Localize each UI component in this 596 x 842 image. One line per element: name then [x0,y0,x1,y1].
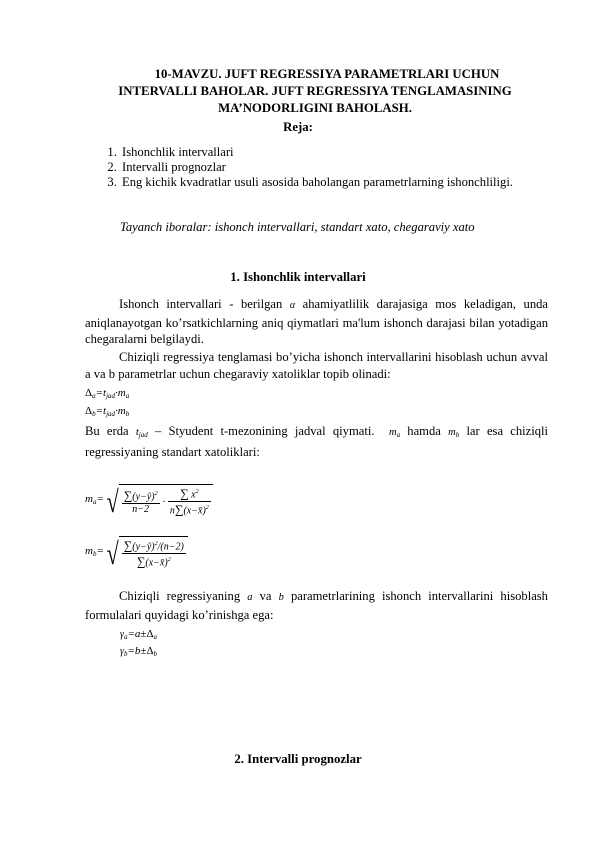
a-symbol: a [247,592,253,603]
plan-heading: Reja: [283,120,313,134]
section1-heading: 1. Ishonchlik intervallari [230,270,366,284]
paragraph-interval-formulas: Chiziqli regressiyaning a va b parametrlarining ishonch intervallarini hisoblash formulalari quyidagi ko’rinishga ega: [85,589,548,622]
paragraph-intro-errors: Chiziqli regressiya tenglamasi bo’yicha ishonch intervallarini hisoblash uchun avval a va b parametrlar uchun chegaraviy xatoliklar topib olinadi: [85,350,548,381]
plan-item: 2. Intervalli prognozlar [120,160,540,175]
sqrt-mb: √ $\frac{\sum(y-ŷ)^2/(n-2)}{\sum(x-x̄)^2}$ [107,536,188,570]
formula-gamma-a: $\gamma_a=a\pm\Delta_a$ [120,628,158,641]
formula-delta-b: $\Delta_b=t_{jad}\cdot m_b$ [85,405,130,418]
plan-list [102,145,540,191]
formula-ma: $m_a=$ √ $\frac{\sum(y-ŷ)^2}{n-2}$ · $\frac{\sum x^2}{n\sum(x-x̄)^2}$ [85,484,213,518]
keywords: Tayanch iboralar: ishonch intervallari, standart xato, chegaraviy xato [120,220,475,234]
formula-delta-a: $\Delta_a=t_{jad}\cdot m_a$ [85,387,130,400]
plan-item: 1. Ishonchlik intervallari [120,145,540,160]
title-line-1: 10-MAVZU. JUFT REGRESSIYA PARAMETRLARI UCHUN [154,67,500,81]
mb-symbol: $m_b$ [448,427,460,439]
title-line-2: INTERVALLI BAHOLAR. JUFT REGRESSIYA TENGLAMASINING [118,84,512,98]
formula-mb: $m_b=$ √ $\frac{\sum(y-ŷ)^2/(n-2)}{\sum(x-x̄)^2}$ [85,536,188,570]
title-line-3: MA’NODORLIGINI BAHOLASH. [218,101,412,115]
alpha-symbol: α [289,300,296,311]
section2-heading: 2. Intervalli prognozlar [234,752,362,766]
document-title [80,66,550,117]
formula-gamma-b: $\gamma_b=b\pm\Delta_b$ [120,645,158,658]
paragraph-student: Bu erda $t_{jad}$ – Styudent t-mezonining jadval qiymati. $m_a$ hamda $m_b$ lar esa chiziqli regressiyaning standart xatoliklari: [85,424,549,459]
plan-item: 3. Eng kichik kvadratlar usuli asosida baholangan parametrlarning ishonchliligi. [120,175,540,190]
paragraph-definition: Ishonch intervallari - berilgan α ahamiyatlilik darajasiga mos keladigan, unda aniqlanayotgan ko’rsatkichlarning aniq qiymatlari ma'lum ishonch darajasi bilan yotadigan chegaralarni belgilaydi. [85,297,548,346]
ma-symbol: $m_a$ [388,427,401,439]
b-symbol: b [278,592,284,603]
sqrt-ma: √ $\frac{\sum(y-ŷ)^2}{n-2}$ · $\frac{\sum x^2}{n\sum(x-x̄)^2}$ [107,484,213,518]
t-jad-symbol: $t_{jad}$ [135,427,148,439]
